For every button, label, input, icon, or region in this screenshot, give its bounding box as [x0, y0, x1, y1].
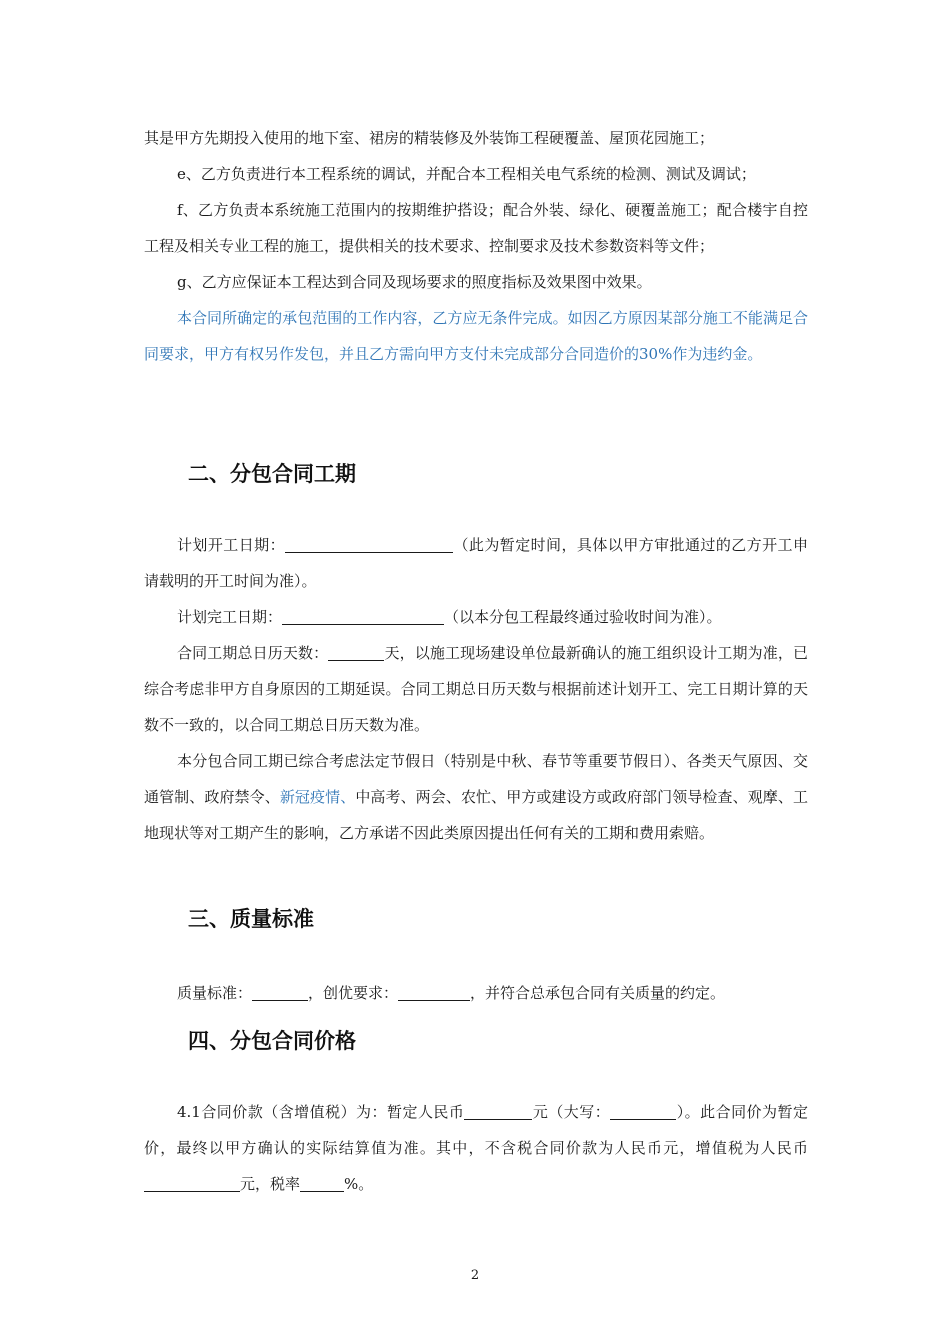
paragraph-item-g: g、乙方应保证本工程达到合同及现场要求的照度指标及效果图中效果。: [177, 273, 652, 291]
quality-label: 质量标准：: [177, 984, 253, 1002]
tax-rate-blank: [300, 1174, 344, 1192]
heading-section-2: 二、分包合同工期: [188, 462, 356, 486]
paragraph-item-e: e、乙方负责进行本工程系统的调试，并配合本工程相关电气系统的检测、测试及调试；: [177, 165, 756, 183]
start-date-label: 计划开工日期：: [177, 536, 286, 554]
start-date-blank: [285, 535, 453, 553]
award-blank: [398, 983, 470, 1001]
section3-body: [144, 975, 808, 1011]
total-days-text: 天，以施工现场建设单位最新确认的施工组织设计工期为准，已综合考虑非甲方自身原因的工期延误。合同工期总日历天数与根据前述计划开工、完工日期计算的天数不一致的，以合同工期总日历天数为准。: [144, 644, 808, 734]
price-amount-blank: [464, 1102, 532, 1120]
total-days-label: 合同工期总日历天数：: [177, 644, 329, 662]
paragraph-holidays: [144, 743, 808, 851]
heading-section-3: 三、质量标准: [188, 907, 314, 931]
holiday-text-1: 本分包合同工期已综合考虑法定节假日（特别是中秋、春节等重要节假日）、各类天气原因、交通管制、政府禁令、: [144, 752, 808, 806]
quality-mid: ，创优要求：: [308, 984, 399, 1002]
holiday-text-2: 中高考、两会、农忙、甲方或建设方或政府部门领导检查、观摩、工地现状等对工期产生的影响，乙方承诺不因此类原因提出任何有关的工期和费用索赔。: [144, 788, 808, 842]
heading-section-4: 四、分包合同价格: [188, 1029, 356, 1053]
total-days-blank: [328, 643, 384, 661]
price-text-2: 元（大写：: [532, 1103, 611, 1121]
section2-body: [144, 527, 808, 851]
price-text-5: %。: [344, 1175, 374, 1193]
paragraph-item-f: f、乙方负责本系统施工范围内的按期维护搭设；配合外装、绿化、硬覆盖施工；配合楼宇自控工程及相关专业工程的施工，提供相关的技术要求、控制要求及技术参数资料等文件；: [144, 201, 808, 255]
end-date-blank: [282, 607, 444, 625]
vat-amount-blank: [144, 1174, 240, 1192]
paragraph-end-date: [144, 599, 808, 635]
quality-blank: [252, 983, 308, 1001]
section4-body: [144, 1094, 808, 1202]
paragraph-start-date: [144, 527, 808, 599]
price-text-3: ）。此合同价为暂定价，最终以甲方确认的实际结算值为准。其中，不含税合同价款为人民币元，增值税为人民币: [144, 1103, 808, 1157]
paragraph-scope-note: 本合同所确定的承包范围的工作内容，乙方应无条件完成。如因乙方原因某部分施工不能满足合同要求，甲方有权另作发包，并且乙方需向甲方支付未完成部分合同造价的30%作为违约金。: [144, 309, 808, 363]
quality-tail: ，并符合总承包合同有关质量的约定。: [470, 984, 726, 1002]
paragraph-price: [144, 1094, 808, 1202]
price-text-4: 元，税率: [240, 1175, 301, 1193]
page-number: 2: [470, 1268, 480, 1283]
end-date-note: （以本分包工程最终通过验收时间为准）。: [444, 608, 722, 626]
paragraph-quality: [144, 975, 808, 1011]
end-date-label: 计划完工日期：: [177, 608, 283, 626]
holiday-text-highlight: 新冠疫情、: [279, 788, 356, 806]
section1-tail: [144, 120, 808, 372]
price-text-1: 4.1合同价款（含增值税）为：暂定人民币: [177, 1103, 465, 1121]
start-date-note: （此为暂定时间，具体以甲方审批通过的乙方开工申请载明的开工时间为准）。: [144, 536, 808, 590]
price-capital-blank: [610, 1102, 676, 1120]
paragraph-total-days: [144, 635, 808, 743]
paragraph-continuation: 其是甲方先期投入使用的地下室、裙房的精装修及外装饰工程硬覆盖、屋顶花园施工；: [144, 129, 715, 147]
